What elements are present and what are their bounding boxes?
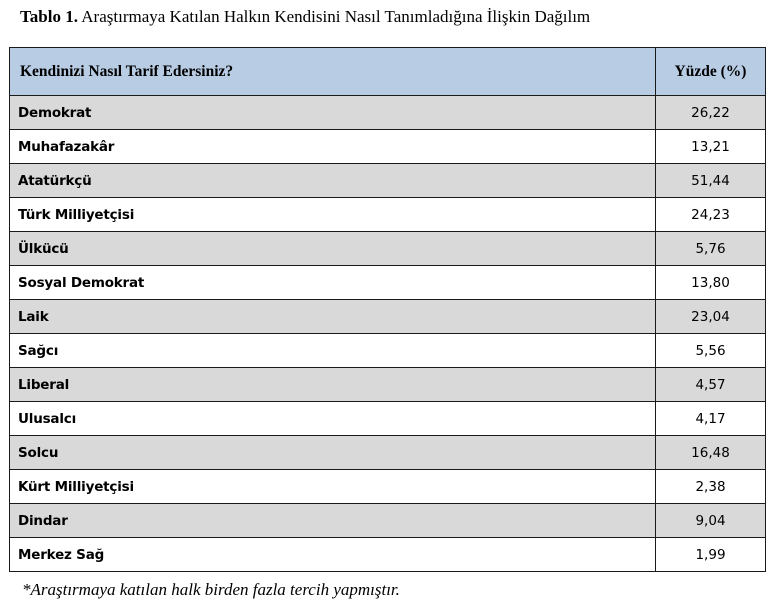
- row-label: Atatürkçü: [10, 164, 656, 198]
- row-percent: 13,21: [656, 130, 766, 164]
- table-row: [10, 504, 766, 538]
- distribution-table: [9, 47, 766, 572]
- table-footnote: *Araştırmaya katılan halk birden fazla tercih yapmıştır.: [22, 580, 400, 599]
- table-body: [10, 96, 766, 572]
- table-caption: [20, 6, 590, 28]
- row-percent: 5,56: [656, 334, 766, 368]
- table-header-row: [10, 48, 766, 96]
- row-label: Ulusalcı: [10, 402, 656, 436]
- column-header-self-description: Kendinizi Nasıl Tarif Edersiniz?: [10, 48, 656, 96]
- row-percent: 23,04: [656, 300, 766, 334]
- row-percent: 4,57: [656, 368, 766, 402]
- table-row: [10, 538, 766, 572]
- row-label: Merkez Sağ: [10, 538, 656, 572]
- row-percent: 26,22: [656, 96, 766, 130]
- row-label: Dindar: [10, 504, 656, 538]
- table-row: [10, 232, 766, 266]
- table-row: [10, 402, 766, 436]
- row-label: Sağcı: [10, 334, 656, 368]
- row-label: Laik: [10, 300, 656, 334]
- column-header-percent: Yüzde (%): [656, 48, 766, 96]
- row-label: Demokrat: [10, 96, 656, 130]
- table-row: [10, 266, 766, 300]
- row-percent: 4,17: [656, 402, 766, 436]
- table-row: [10, 368, 766, 402]
- row-label: Kürt Milliyetçisi: [10, 470, 656, 504]
- table-row: [10, 164, 766, 198]
- row-percent: 5,76: [656, 232, 766, 266]
- table-row: [10, 130, 766, 164]
- row-label: Muhafazakâr: [10, 130, 656, 164]
- table-row: [10, 300, 766, 334]
- row-percent: 24,23: [656, 198, 766, 232]
- row-label: Solcu: [10, 436, 656, 470]
- table-row: [10, 334, 766, 368]
- row-label: Liberal: [10, 368, 656, 402]
- row-percent: 13,80: [656, 266, 766, 300]
- table-row: [10, 470, 766, 504]
- table-row: [10, 96, 766, 130]
- row-percent: 2,38: [656, 470, 766, 504]
- table-caption-text: Araştırmaya Katılan Halkın Kendisini Nasıl Tanımladığına İlişkin Dağılım: [81, 7, 591, 26]
- table-row: [10, 436, 766, 470]
- row-label: Sosyal Demokrat: [10, 266, 656, 300]
- table-row: [10, 198, 766, 232]
- row-label: Ülkücü: [10, 232, 656, 266]
- row-percent: 9,04: [656, 504, 766, 538]
- row-percent: 51,44: [656, 164, 766, 198]
- row-percent: 16,48: [656, 436, 766, 470]
- row-percent: 1,99: [656, 538, 766, 572]
- row-label: Türk Milliyetçisi: [10, 198, 656, 232]
- table-caption-label: Tablo 1.: [20, 7, 78, 26]
